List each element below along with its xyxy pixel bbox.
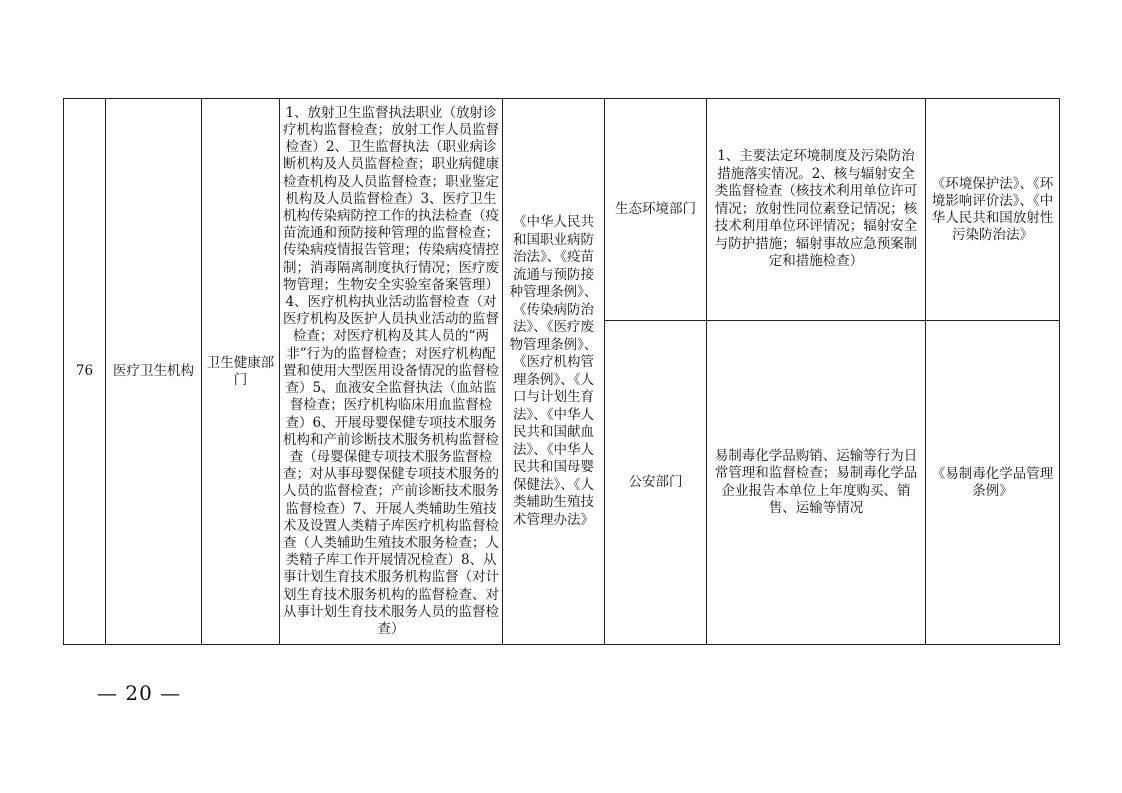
row-number-cell: 76 (64, 99, 106, 645)
related-department-cell: 生态环境部门 (605, 99, 707, 321)
related-basis-cell: 《环境保护法》、《环境影响评价法》、《中华人民共和国放射性污染防治法》 (926, 99, 1060, 321)
legal-basis-cell: 《中华人民共和国职业病防治法》、《疫苗流通与预防接种管理条例》、《传染病防治法》、《医疗废物管理条例》、《医疗机构管理条例》、《人口与计划生育法》、《中华人民共和国献血法》、《中华人民共和国母婴保健法》、《人类辅助生殖技术管理办法》 (503, 99, 605, 645)
table-row (64, 99, 1060, 321)
page-number: — 20 — (97, 681, 182, 705)
department-cell: 卫生健康部门 (202, 99, 280, 645)
category-cell: 医疗卫生机构 (106, 99, 202, 645)
related-department-cell: 公安部门 (605, 321, 707, 645)
related-basis-cell: 《易制毒化学品管理条例》 (926, 321, 1060, 645)
inspection-table (63, 98, 1060, 645)
inspection-items-cell: 1、放射卫生监督执法职业（放射诊疗机构监督检查；放射工作人员监督检查）2、卫生监督执法（职业病诊断机构及人员监督检查；职业病健康检查机构及人员监督检查；职业鉴定机构及人员监督检查）3、医疗卫生机构传染病防控工作的执法检查（疫苗流通和预防接种管理的监督检查；传染病疫情报告管理；传染病疫情控制；消毒隔离制度执行情况；医疗废物管理；生物安全实验室备案管理）4、医疗机构执业活动监督检查（对医疗机构及医护人员执业活动的监督检查；对医疗机构及其人员的“两非”行为的监督检查；对医疗机构配置和使用大型医用设备情况的监督检查）5、血液安全监督执法（血站监督检查；医疗机构临床用血监督检查）6、开展母婴保健专项技术服务机构和产前诊断技术服务机构监督检查（母婴保健专项技术服务监督检查；对从事母婴保健专项技术服务的人员的监督检查；产前诊断技术服务监督检查）7、开展人类辅助生殖技术及设置人类精子库医疗机构监督检查（人类辅助生殖技术服务检查；人类精子库工作开展情况检查）8、从事计划生育技术服务机构监督（对计划生育技术服务机构的监督检查、对从事计划生育技术服务人员的监督检查） (280, 99, 503, 645)
related-content-cell: 1、主要法定环境制度及污染防治措施落实情况。2、核与辐射安全类监督检查（核技术利用单位许可情况；放射性同位素登记情况；核技术利用单位环评情况；辐射安全与防护措施；辐射事故应急预案制定和措施检查） (707, 99, 926, 321)
related-content-cell: 易制毒化学品购销、运输等行为日常管理和监督检查；易制毒化学品企业报告本单位上年度购买、销售、运输等情况 (707, 321, 926, 645)
